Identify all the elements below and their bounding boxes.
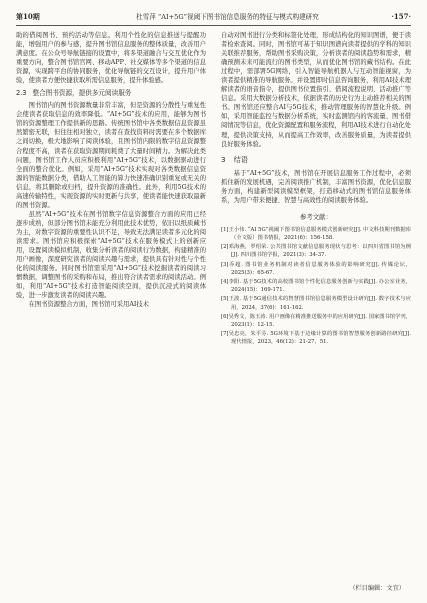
references-heading: 参考文献： xyxy=(300,212,332,221)
reference-list xyxy=(221,226,411,347)
body-paragraph: 基于“AI+5G”技术，图书馆在开展信息服务工作过程中，必须抓住新的发展机遇，完善阅读推广机制，丰富图书资源，优化信息服务方面，构建新型阅读模型框架，打造移动式的图书馆信息服务体系，为用户带来便捷、智慧与高效性的阅读服务体验。 xyxy=(221,169,411,204)
reference-item: [1]王小伟. “AI 5G”视阈下图书馆信息服务模式创新研究[J]. 中文科技期刊数据库（全文版）图书情报，2021(6)：156-158. xyxy=(221,226,411,242)
reference-item: [4]李阳. 基于5G技术的高校图书馆个性化信息服务创新与实践[J]. 办公室业务，2024(15)：169-171. xyxy=(221,279,411,294)
body-paragraph: 在图书资源整合方面，图书馆可采用AI技术 xyxy=(28,301,149,309)
section-heading xyxy=(221,154,411,165)
body-paragraph: 图书馆内的图书资源数量非常丰富，但是资源的分散性与重复性会使读者获取信息的效率降低。“AI+5G”技术的应用，能够为图书馆的资源整理工作提供新的思路。传统图书馆中各类数据信息资源虽然繁密无联，但往往相对独立，读者在查找资料时需要在多个数据库之间切换，极大地影响了阅读体验，且图书馆内限的数字信息资源整合程度不高，读者在获取资源期间耗费了大量时间精力。为解决此类问题，图书馆工作人员应积极利用“AI+5G”技术，以数据驱动进行全面的整合优化。例如，采用“AI+5G”技术实现对各类数据信息资源的智能数据分类，借助人工智能的算力快速准确识别重复或无关的信息，将其删除或归档，提升资源的准确性。此外，利用5G技术的高速传输特性，实现资源的实时更新与共享，使读者能快速获取最新的图书资源。 xyxy=(16,102,206,209)
subsection-title: 整合图书资源，提供多元阅读服务 xyxy=(32,89,132,98)
reference-item: [7]吴忠亮，朱平芬. 5G环境下基于边缘计算的图书馆智慧服务创新路径研究[J]. 现代情报，2023，46(12)：21-27，51. xyxy=(221,331,411,346)
body-paragraph: 自动对图书进行分类和标签化处理，形成结构化的知识图谱，便于读者检索查阅。同时，图书馆可基于知识图谱向读者提供的学科的知识关联推荐服务，帮助图书采购决策，分析读者的阅读趋势和需求，精确预测未来可能流行的图书类型，从而优化图书馆的藏书结构。在此过程中，需部署5G网络，引入智能导航机器人与互动智能视窗，为读者提供精准的导航服务。并设置即时信息咨询服务，利用AI技术理解读者的语音指令，提供图书位置指引、借阅流程说明、活动推广等信息。采用大数据分析技术，依据读者的历史行为主动推荐相关的图书。图书馆还应整合AI与5G技术，推动管理服务的智慧化升级。例如，采用智能监控与数据分析系统，实时监测馆内的客流量、图书借阅情况等信息，优化资源配置和服务流程，利用AI技术进行自动化处理，提供决策支持，从而提高工作效率，改善服务质量，为读者提供良好服务体验。 xyxy=(221,32,411,148)
left-column xyxy=(16,31,206,309)
column-editor-note: （栏目编辑：文宜） xyxy=(349,585,405,592)
section-title: 结语 xyxy=(233,154,248,164)
body-paragraph: 助的借阅图书、预约活动等信息。利用个性化的信息推送与提醒功能，增强用户的参与感，提升图书馆信息服务的整体质量，改善用户满意度。在公众号导航链接的设置中，将多渠道融合与交互优化作为重要方向，整合图书馆官网、移动APP、社交媒体等多个渠道的信息资源，实现跨平台的协同服务，优化导航链的交互设计，提升用户体验，使读者方便快捷获取所需信息服务，提升体验感。 xyxy=(16,32,206,85)
right-column xyxy=(221,31,411,348)
reference-item: [3]乔超. 图书馆业务机制对读者信息服务体验的影响研究[J]. 传媒论坛，2025(3)：65-67. xyxy=(221,261,411,276)
reference-item: [2]邓海燕，罗绍荣. 公共图书馆文献信息服务现状与思考：以四川省图书馆为例[J]. 四川图书馆学报，2021(3)：34-37. xyxy=(221,244,411,259)
running-header xyxy=(16,9,411,26)
page-number: ·157· xyxy=(391,12,411,21)
issue-label: 第10期 xyxy=(16,12,40,21)
section-number: 3 xyxy=(221,154,226,164)
reference-item: [6]吴秀文，陈玉涛. 用户画像在精准推送服务中的应用研究[J]. 国家图书馆学刊，2023(1)：12-15. xyxy=(221,313,411,329)
subsection-number: 2.3 xyxy=(16,89,27,98)
body-paragraph: 虽然“AI+5G”技术在图书馆数字信息资源整合方面的应用已经逐步成熟，但部分图书馆未能充分利用此技术优势，依旧以纸质藏书为主，对数字资源的重要性认识不足，导致无法满足读者多元化的阅读需求。图书馆应积极探索“AI+5G”技术在服务模式上的创新应用，设置阅读模拟机制，收集分析读者的阅读行为数据，构建精准的用户画像，深度研究读者的阅读兴趣与需求，提供具有针对性与个性化的阅读服务。同时图书馆需采用“AI+5G”技术挖掘读者的阅读习惯数据，调整图书的采购和布局，推出符合读者需求的阅读活动。例如，利用“AI+5G”技术打造智能阅读空间，提供沉浸式的阅读体验，进一步激发读者的阅读兴趣。 xyxy=(16,210,206,300)
running-title: 杜雪萍 “AI+5G”视阈下图书馆信息服务的特征与模式构建研究 xyxy=(136,13,319,21)
subsection-heading xyxy=(16,88,206,98)
reference-item: [5]王波. 基于5G通信技术的智慧图书馆信息服务模型设计研究[J]. 数字技术与应用，2024，37(6)：161-162. xyxy=(221,296,411,311)
